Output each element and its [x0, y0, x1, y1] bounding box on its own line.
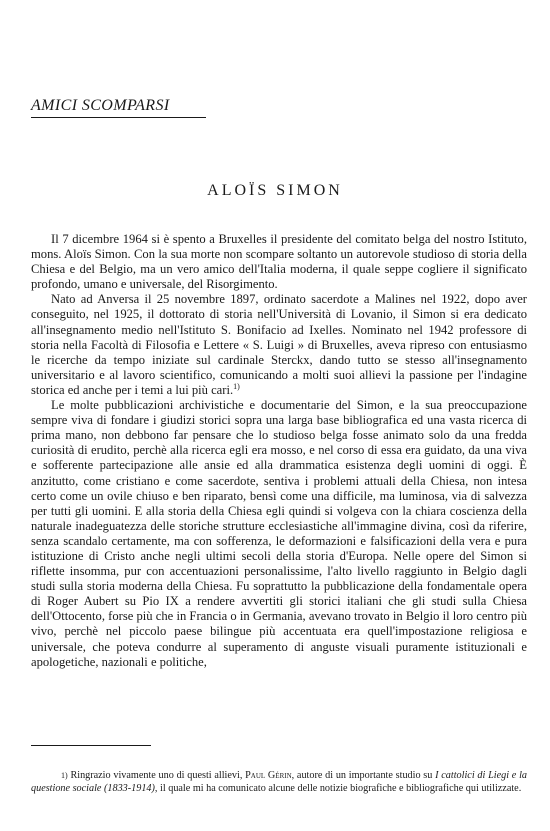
paragraph-2-text: Nato ad Anversa il 25 novembre 1897, ordinato sacerdote a Malines nel 1922, dopo aver conseguito, nel 1925, il dottorato di storia nell'Università di Lovanio, il Simon si era dedicato all'insegnamento medio nell'Istituto S. Bonifacio ad Ixelles. Nominato nel 1942 professore di storia nella Facoltà di Filosofia e Lettere « S. Luigi » di Bruxelles, aveva ripreso con entusiasmo le ricerche da tempo iniziate sul cardinale Sterckx, dando tutto se stesso all'insegnamento universitario e al lavoro scientifico, comunicando a molti suoi allievi la passione per l'indagine storica ed anche per i temi a lui più cari. [31, 292, 527, 397]
section-heading: AMICI SCOMPARSI [31, 96, 206, 118]
paragraph-3: Le molte pubblicazioni archivistiche e documentarie del Simon, e la sua preoccupazione sempre viva di fondare i giudizi storici sopra una larga base bibliografica ed una vasta ricerca di prima mano, non debbono far pensare che lo studioso belga fosse animato solo da una fredda curiosità di erudito, perchè alla ricerca egli era mosso, e nel corso di essa era guidato, da una viva e sofferente partecipazione alle ansie ed alla drammatica esistenza degli uomini di oggi. È anzitutto, come cristiano e come sacerdote, sentiva i problemi attuali della Chiesa, non intesa certo come un ovile chiuso e ben riparato, bensì come una difficile, ma luminosa, via di salvezza per tutti gli uomini. E alla storia della Chiesa egli quindi si volgeva con la chiara coscienza della naturale inadeguatezza delle storiche strutture ecclesiastiche all'immagine divina, così da riferire, senza scandalo certamente, ma con sofferenza, le deformazioni e falsificazioni della vera e pura istituzione di Cristo anche negli ultimi secoli della storia d'Europa. Nelle opere del Simon si riflette insomma, pur con accentuazioni personalissime, l'alto livello raggiunto in Belgio dagli studi sulla storia moderna della Chiesa. Fu soprattutto la pubblicazione della fondamentale opera di Roger Aubert su Pio IX a rendere avvertiti gli storici italiani che gli studi sulla Chiesa dell'Ottocento, forse più che in Francia o in Germania, avevano trovato in Belgio il loro centro più vivo, perchè nel piccolo paese bilingue più accentuata era quell'impostazione religiosa e universale, che poteva condurre al superamento di anguste visuali puramente istituzionali e apologetiche, nazionali e politiche, [31, 398, 527, 669]
footnote-divider [31, 745, 151, 746]
footnote-work-title: I cattolici di Liegi e la questione sociale (1833-1914) [31, 770, 527, 795]
article-title: ALOÏS SIMON [207, 182, 343, 199]
footnote-text-b: , autore di un importante studio su [291, 770, 436, 781]
footnote-reference: 1) [233, 381, 240, 391]
article-body [31, 232, 527, 670]
footnote-author: Paul Gérin [245, 770, 292, 781]
footnote-mark: 1) [61, 771, 68, 780]
paragraph-1: Il 7 dicembre 1964 si è spento a Bruxelles il presidente del comitato belga del nostro Istituto, mons. Aloïs Simon. Con la sua morte non scompare soltanto un autorevole studioso di storia della Chiesa e del Belgio, ma un vero amico dell'Italia moderna, il quale seppe cogliere il significato profondo, umano e universale, del Risorgimento. [31, 232, 527, 292]
footnote [31, 769, 527, 796]
footnote-text-c: , il quale mi ha comunicato alcune delle notizie biografiche e bibliografiche qui utilizzate. [154, 783, 522, 795]
paragraph-2 [31, 292, 527, 398]
footnote-text-a: Ringrazio vivamente uno di questi allievi, [70, 770, 246, 781]
